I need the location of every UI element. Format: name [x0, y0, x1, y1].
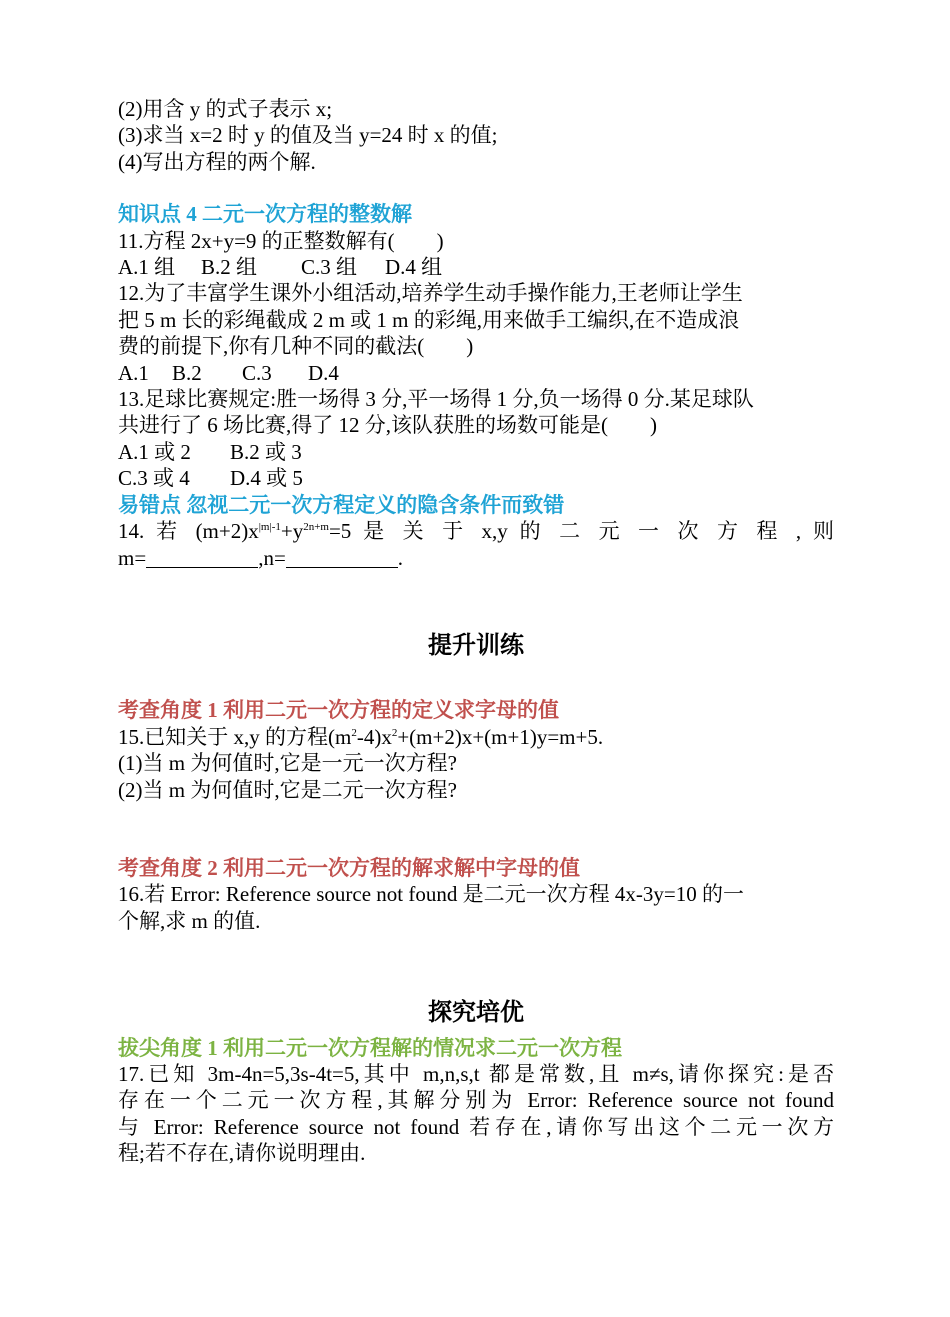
spacer — [118, 803, 834, 855]
question-11-text: 11.方程 2x+y=9 的正整数解有( ) — [118, 228, 444, 253]
option-d: D.4 组 — [385, 255, 443, 280]
answer-blank-n[interactable] — [286, 549, 398, 568]
question-15-text — [118, 724, 834, 750]
option-c: C.3 组 — [301, 255, 358, 280]
option-c: C.3 或 4 — [118, 466, 190, 491]
question-13-line-1: 13.足球比赛规定:胜一场得 3 分,平一场得 1 分,负一场得 0 分.某足球队 — [118, 387, 754, 412]
option-d: D.4 或 5 — [230, 466, 303, 491]
question-13-options-ab — [118, 439, 834, 465]
answer-blank-m[interactable] — [146, 549, 258, 568]
q15-exponent-1: 2 — [351, 726, 357, 739]
question-17-line-2: 存在一个二元一次方程,其解分别为 Error: Reference source not found — [118, 1088, 834, 1113]
option-b: B.2 或 3 — [230, 439, 302, 464]
explore-title: 探究培优 — [428, 1000, 524, 1027]
option-c: C.3 — [242, 360, 272, 385]
top-angle-1-heading: 拔尖角度 1 利用二元一次方程解的情况求二元一次方程 — [118, 1035, 622, 1060]
document-content — [118, 96, 834, 1167]
option-a: A.1 或 2 — [118, 439, 191, 464]
q14-m-label: m= — [118, 545, 147, 570]
q14-exponent-2: 2n+m — [303, 521, 329, 534]
spacer — [118, 1027, 834, 1035]
spacer — [118, 571, 834, 633]
option-a: A.1 组 — [118, 255, 176, 280]
option-b: B.2 组 — [201, 255, 258, 280]
question-17-line-1: 17.已知 3m-4n=5,3s-4t=5,其中 m,n,s,t 都是常数,且 m≠s,请你探究:是否 — [118, 1061, 834, 1086]
error-point-heading: 易错点 忽视二元一次方程定义的隐含条件而致错 — [118, 492, 565, 517]
knowledge-point-4-heading: 知识点 4 二元一次方程的整数解 — [118, 202, 412, 227]
question-15-part-2: (2)当 m 为何值时,它是二元一次方程? — [118, 777, 457, 802]
question-12-line-3: 费的前提下,你有几种不同的截法( ) — [118, 334, 474, 359]
question-15-part-1: (1)当 m 为何值时,它是一元一次方程? — [118, 751, 457, 776]
question-16-line-2: 个解,求 m 的值. — [118, 908, 261, 933]
question-12-options — [118, 360, 834, 386]
question-10-part-2: (2)用含 y 的式子表示 x; — [118, 97, 333, 121]
q14-prefix: 14. 若 (m+2)x — [118, 519, 259, 544]
option-b: B.2 — [172, 360, 202, 385]
q14-period: . — [397, 545, 404, 570]
question-11-options — [118, 254, 834, 280]
q14-middle: +y — [280, 519, 304, 544]
question-10-part-4: (4)写出方程的两个解. — [118, 149, 316, 174]
angle-2-heading: 考查角度 2 利用二元一次方程的解求解中字母的值 — [118, 855, 580, 880]
question-13-line-2: 共进行了 6 场比赛,得了 12 分,该队获胜的场数可能是( ) — [118, 413, 657, 438]
angle-1-heading: 考查角度 1 利用二元一次方程的定义求字母的值 — [118, 698, 559, 723]
spacer — [118, 175, 834, 201]
question-12-line-2: 把 5 m 长的彩绳截成 2 m 或 1 m 的彩绳,用来做手工编织,在不造成浪 — [118, 307, 740, 332]
question-17-line-4: 程;若不存在,请你说明理由. — [118, 1141, 366, 1166]
q15-exponent-2: 2 — [391, 726, 398, 739]
q15-suffix: +(m+2)x+(m+1)y=m+5. — [397, 724, 604, 749]
q14-suffix: =5 是 关 于 x,y 的 二 元 一 次 方 程 , 则 — [328, 519, 834, 544]
q15-prefix: 15.已知关于 x,y 的方程(m — [118, 724, 352, 749]
option-a: A.1 — [118, 360, 149, 385]
q14-n-label: ,n= — [258, 545, 286, 570]
q14-exponent-1: |m|-1 — [258, 521, 281, 534]
option-d: D.4 — [308, 360, 339, 385]
question-14-line-1 — [118, 518, 834, 544]
question-14-line-2 — [118, 545, 834, 571]
spacer — [118, 934, 834, 1000]
q15-middle: -4)x — [356, 724, 392, 749]
question-10-part-3: (3)求当 x=2 时 y 的值及当 y=24 时 x 的值; — [118, 123, 498, 148]
question-16-line-1: 16.若 Error: Reference source not found 是二元一次方程 4x-3y=10 的一 — [118, 882, 744, 907]
spacer — [118, 659, 834, 697]
question-17-line-3: 与 Error: Reference source not found 若存在,请你写出这个二元一次方 — [118, 1114, 834, 1139]
improve-training-title: 提升训练 — [428, 632, 524, 659]
question-13-options-cd — [118, 465, 834, 491]
question-12-line-1: 12.为了丰富学生课外小组活动,培养学生动手操作能力,王老师让学生 — [118, 281, 743, 306]
